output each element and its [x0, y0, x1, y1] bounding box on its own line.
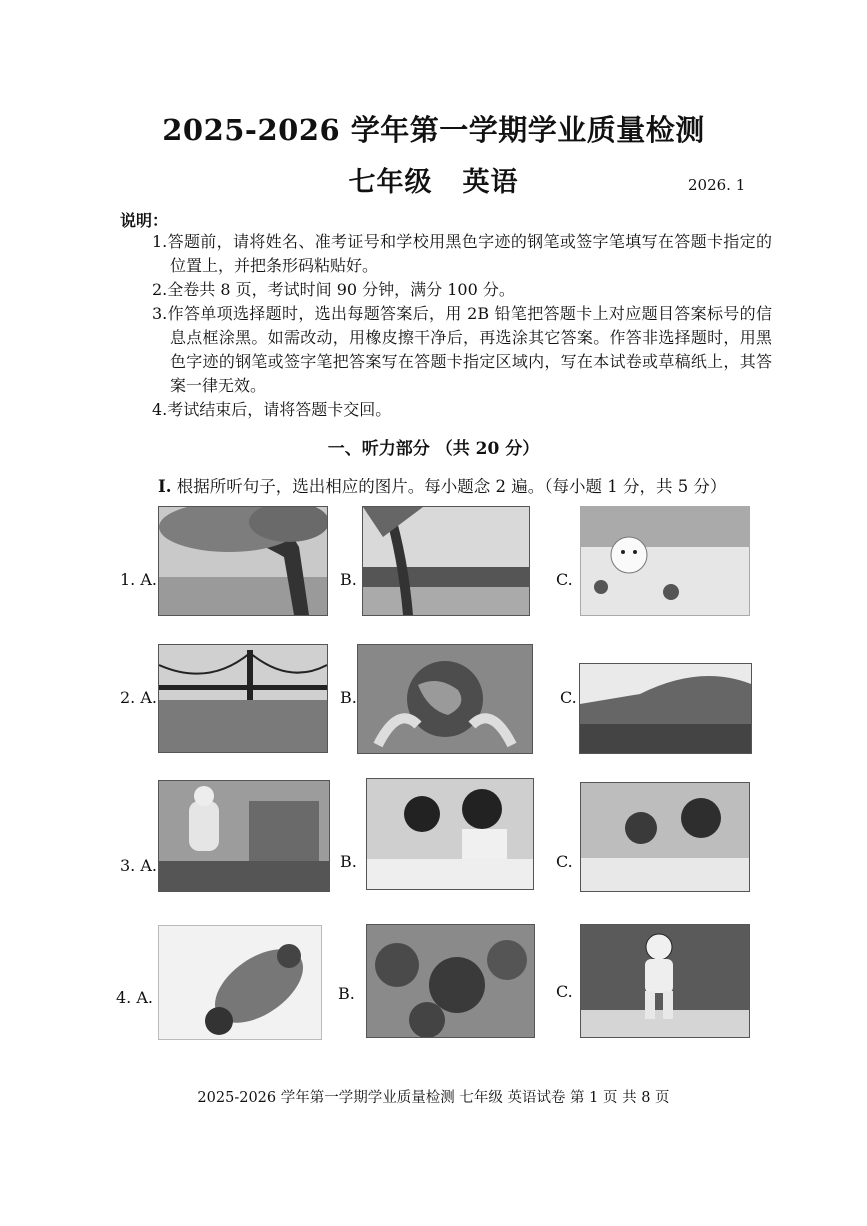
question-4-option-c: C. [556, 982, 573, 1001]
note-item: 1.答题前，请将姓名、准考证号和学校用黑色字迹的钢笔或签字笔填写在答题卡指定的位置上，并把条形码粘贴好。 [152, 232, 772, 275]
section-title: 一、听力部分 （共 20 分） [327, 439, 540, 459]
photo-family-reading[interactable] [580, 782, 750, 892]
grade-label: 七年级 [348, 167, 433, 198]
note-item: 3.作答单项选择题时，选出每题答案后，用 2B 铅笔把答题卡上对应题目答案标号的信息点框涂黑。如需改动，用橡皮擦干净后，再选涂其它答案。作答非选择题时，用黑色字迹的钢笔或签字笔把答案写在答题卡指定区域内，写在本试卷或草稿纸上，其答案一律无效。 [152, 304, 772, 395]
question-1-label: 1. A. [120, 570, 157, 589]
photo-garden-plants[interactable] [366, 924, 535, 1038]
notes-list [152, 230, 772, 422]
photo-earth-hands[interactable] [357, 644, 533, 754]
exam-title: 2025-2026 学年第一学期学业质量检测 [162, 113, 705, 147]
photo-snowman[interactable] [580, 506, 750, 616]
photo-robot-kitchen[interactable] [158, 780, 330, 892]
photo-students-studying[interactable] [366, 778, 534, 890]
question-2-option-b: B. [340, 688, 357, 707]
photo-astronaut[interactable] [580, 924, 750, 1038]
note-item: 4.考试结束后，请将答题卡交回。 [152, 400, 392, 419]
question-3-label: 3. A. [120, 856, 157, 875]
notes-heading: 说明： [120, 211, 169, 230]
photo-hill-village[interactable] [579, 663, 752, 754]
subject-label: 英语 [462, 167, 519, 198]
photo-bridge[interactable] [158, 644, 328, 753]
photo-tree-park[interactable] [158, 506, 328, 616]
note-item: 2.全卷共 8 页，考试时间 90 分钟，满分 100 分。 [152, 280, 515, 299]
page-footer: 2025-2026 学年第一学期学业质量检测 七年级 英语试卷 第 1 页 共 8 页 [197, 1090, 670, 1106]
question-2-label: 2. A. [120, 688, 157, 707]
part-instruction [158, 473, 726, 497]
question-2-option-c: C. [560, 688, 577, 707]
question-3-option-c: C. [556, 852, 573, 871]
part-instruction-text: 根据所听句子，选出相应的图片。每小题念 2 遍。（每小题 1 分，共 5 分） [176, 477, 727, 496]
question-1-option-b: B. [340, 570, 357, 589]
question-4-label: 4. A. [116, 988, 153, 1007]
part-numeral: I. [158, 477, 172, 496]
question-3-option-b: B. [340, 852, 357, 871]
exam-date: 2026. 1 [688, 176, 746, 194]
photo-robot-toy[interactable] [158, 925, 322, 1040]
question-4-option-b: B. [338, 984, 355, 1003]
photo-beach-palms[interactable] [362, 506, 530, 616]
question-1-option-c: C. [556, 570, 573, 589]
